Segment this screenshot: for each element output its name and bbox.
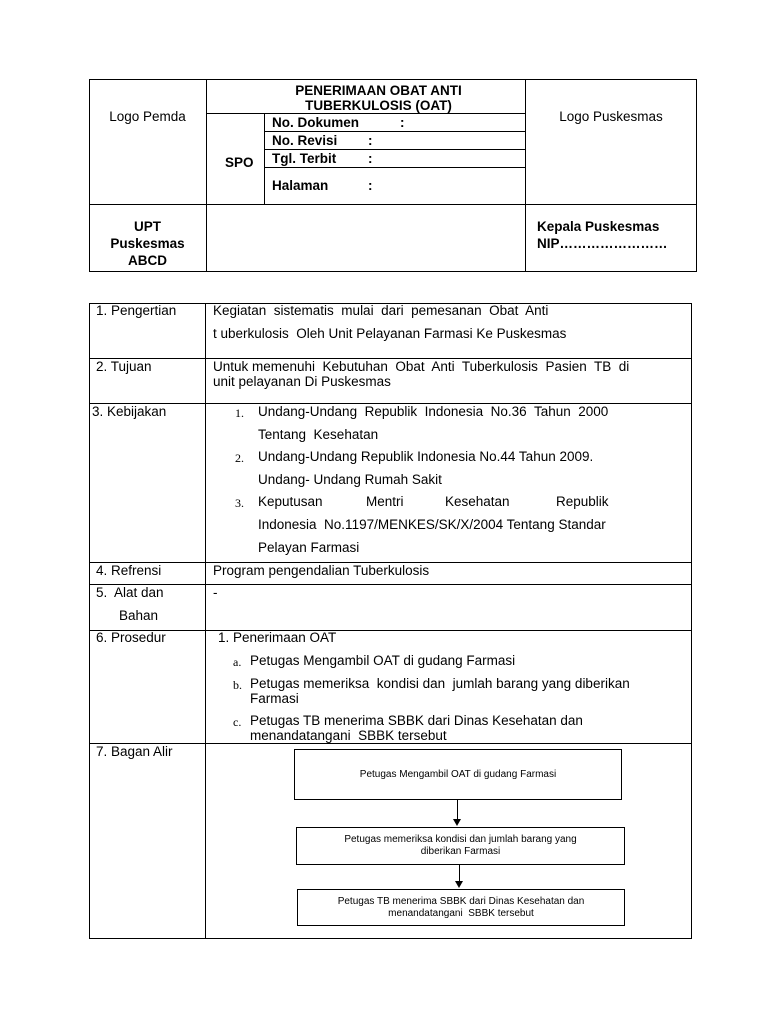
kebijakan-item-text: Undang-Undang Republik Indonesia No.36 Tahun 2000 — [258, 404, 609, 419]
flowchart-step-text: Petugas TB menerima SBBK dari Dinas Kesehatan dan — [337, 895, 585, 907]
bagan-alir-label: 7. Bagan Alir — [96, 744, 173, 759]
kebijakan-item-text: Republik — [556, 494, 609, 509]
no-dokumen-label: No. Dokumen — [272, 115, 360, 130]
kebijakan-item-number: 3. — [235, 496, 244, 510]
row-divider — [89, 743, 692, 744]
prosedur-item-text: Petugas TB menerima SBBK dari Dinas Kesehatan dan — [250, 713, 583, 728]
no-revisi-colon: : — [368, 133, 373, 148]
kebijakan-item-text: Pelayan Farmasi — [258, 540, 360, 555]
header-divider — [206, 113, 525, 114]
no-dokumen-colon: : — [400, 115, 405, 130]
kebijakan-item-text: Keputusan — [258, 494, 323, 509]
flowchart-arrow-head — [453, 819, 461, 826]
header-divider — [264, 149, 525, 150]
kebijakan-item-text: Undang-Undang Republik Indonesia No.44 Tahun 2009. — [258, 449, 594, 464]
flowchart-step-2 — [296, 827, 625, 865]
header-divider — [264, 113, 265, 204]
no-revisi-label: No. Revisi — [272, 133, 338, 148]
row-divider — [89, 630, 692, 631]
flowchart-step-1 — [294, 749, 622, 800]
prosedur-item-letter: a. — [233, 655, 242, 669]
kebijakan-item-number: 1. — [235, 406, 244, 420]
alat-bahan-text: - — [213, 585, 218, 600]
kebijakan-label: 3. Kebijakan — [92, 404, 167, 419]
prosedur-item-text: Farmasi — [250, 691, 299, 706]
upt-name: UPT — [134, 219, 161, 234]
tgl-terbit-colon: : — [368, 151, 373, 166]
kebijakan-item-text: Undang- Undang Rumah Sakit — [258, 472, 442, 487]
alat-bahan-label: 5. Alat dan — [96, 585, 164, 600]
flowchart-step-3 — [297, 889, 625, 926]
prosedur-label: 6. Prosedur — [96, 630, 166, 645]
flowchart-step-text: menandatangani SBBK tersebut — [388, 907, 534, 919]
kebijakan-item-number: 2. — [235, 451, 244, 465]
kebijakan-item-text: Kesehatan — [445, 494, 510, 509]
header-divider — [264, 131, 525, 132]
tujuan-label: 2. Tujuan — [96, 359, 152, 374]
tgl-terbit-label: Tgl. Terbit — [272, 151, 337, 166]
flowchart-arrow-head — [455, 881, 463, 888]
flowchart-arrow — [459, 865, 460, 882]
prosedur-item-letter: c. — [233, 715, 242, 729]
header-divider — [264, 167, 525, 168]
body-column-divider — [205, 303, 206, 939]
kebijakan-item-text: Indonesia No.1197/MENKES/SK/X/2004 Tentang Standar — [258, 517, 606, 532]
kebijakan-item-text: Tentang Kesehatan — [258, 427, 379, 442]
halaman-label: Halaman — [272, 178, 329, 193]
flowchart-step-text: Petugas memeriksa kondisi dan jumlah barang yang — [344, 834, 577, 845]
upt-name: ABCD — [128, 253, 167, 268]
logo-pemda: Logo Pemda — [109, 109, 186, 124]
flowchart-step-text: Petugas Mengambil OAT di gudang Farmasi — [359, 768, 557, 780]
halaman-colon: : — [368, 178, 373, 193]
spo-label: SPO — [225, 155, 254, 170]
refrensi-label: 4. Refrensi — [96, 563, 162, 578]
pengertian-label: 1. Pengertian — [96, 303, 177, 318]
alat-bahan-label: Bahan — [119, 608, 159, 623]
prosedur-item-text: menandatangani SBBK tersebut — [250, 728, 447, 743]
flowchart-step-text: diberikan Farmasi — [420, 846, 501, 857]
header-divider — [89, 204, 697, 205]
prosedur-item-letter: b. — [233, 678, 242, 692]
kepala-puskesmas: Kepala Puskesmas — [537, 219, 660, 234]
upt-name: Puskesmas — [110, 236, 185, 251]
prosedur-item-text: Petugas Mengambil OAT di gudang Farmasi — [250, 653, 516, 668]
kebijakan-item-text: Mentri — [366, 494, 404, 509]
pengertian-text: Kegiatan sistematis mulai dari pemesanan Obat Anti — [213, 303, 549, 318]
prosedur-item-text: Petugas memeriksa kondisi dan jumlah barang yang diberikan — [250, 676, 630, 691]
pengertian-text: t uberkulosis Oleh Unit Pelayanan Farmasi Ke Puskesmas — [213, 326, 567, 341]
flowchart-arrow — [457, 800, 458, 820]
tujuan-text: unit pelayanan Di Puskesmas — [213, 374, 391, 389]
logo-puskesmas: Logo Puskesmas — [559, 109, 663, 124]
document-title: PENERIMAAN OBAT ANTI — [295, 83, 462, 98]
nip-field: NIP…………………… — [537, 236, 668, 251]
refrensi-text: Program pengendalian Tuberkulosis — [213, 563, 430, 578]
document-title: TUBERKULOSIS (OAT) — [305, 98, 452, 113]
tujuan-text: Untuk memenuhi Kebutuhan Obat Anti Tuberkulosis Pasien TB di — [213, 359, 630, 374]
row-divider — [89, 584, 692, 585]
prosedur-heading: 1. Penerimaan OAT — [218, 630, 337, 645]
